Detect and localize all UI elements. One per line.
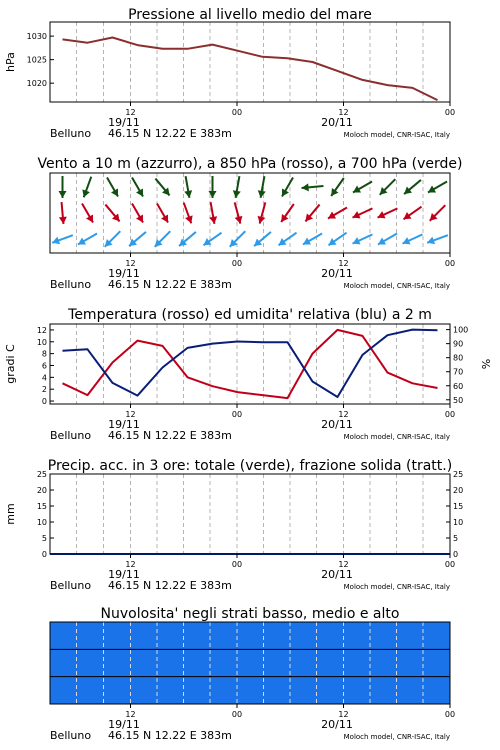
y2-tick-label: 80 [453, 353, 464, 363]
cloud-cell [350, 649, 376, 676]
y2-tick-label: 50 [453, 395, 464, 405]
wind-arrow [209, 202, 217, 224]
cloud-cell [125, 649, 151, 676]
cloud-cell [225, 677, 251, 704]
y2-tick-label: 25 [453, 470, 464, 479]
x-tick-label: 12 [338, 108, 349, 117]
x-tick-label: 12 [125, 410, 136, 419]
x-tick-label: 00 [444, 710, 456, 719]
credit-label: Moloch model, CNR-ISAC, Italy [343, 733, 450, 741]
location-label: Belluno [50, 127, 92, 140]
y-tick-label: 25 [36, 470, 47, 479]
wind-arrow-head [258, 216, 266, 224]
cloud-cell [175, 649, 201, 676]
date-label: 20/11 [321, 267, 353, 280]
wind-arrow [427, 235, 448, 244]
cloud-cell [275, 677, 301, 704]
x-tick-label: 12 [125, 710, 136, 719]
y-tick-label: 1020 [26, 79, 47, 89]
wind-arrow [353, 234, 373, 244]
cloud-cell [250, 622, 276, 649]
y-tick-label: 12 [36, 325, 47, 335]
cloud-cell [300, 677, 326, 704]
wind-arrow [403, 234, 423, 244]
wind-arrow-head [302, 183, 309, 191]
y-tick-label: 6 [41, 361, 47, 371]
cloud-cell [350, 677, 376, 704]
date-label: 20/11 [321, 116, 353, 129]
cloud-cell [200, 622, 226, 649]
x-tick-label: 12 [338, 259, 349, 268]
cloud-cell [150, 649, 176, 676]
x-tick-label: 00 [231, 259, 243, 268]
wind-arrow [107, 177, 118, 196]
cloud-cell [400, 622, 426, 649]
y2-tick-label: 0 [453, 550, 459, 559]
cloud-cell [425, 677, 451, 704]
cloud-cell [125, 622, 151, 649]
x-tick-label: 00 [231, 710, 243, 719]
x-tick-label: 00 [444, 560, 456, 569]
wind-arrow [132, 203, 143, 222]
wind-arrow [155, 179, 169, 196]
wind-arrow [184, 203, 193, 224]
cloud-cell [225, 622, 251, 649]
cloud-cell [175, 677, 201, 704]
coords-label: 46.15 N 12.22 E 383m [108, 579, 232, 592]
y2-tick-label: 5 [453, 534, 459, 543]
cloud-cell [225, 649, 251, 676]
wind-arrow [353, 182, 372, 193]
wind-arrow [281, 204, 294, 222]
cloud-cell [50, 677, 76, 704]
y2-tick-label: 90 [453, 339, 464, 349]
date-label: 20/11 [321, 568, 353, 581]
wind-arrow [428, 182, 447, 193]
chart-title: Precip. acc. in 3 ore: totale (verde), frazione solida (tratt.) [47, 458, 453, 474]
location-label: Belluno [50, 579, 92, 592]
cloud-cell [425, 649, 451, 676]
cloud-cell [325, 677, 351, 704]
x-tick-label: 00 [444, 108, 456, 117]
plot-frame-0 [50, 22, 450, 102]
y-tick-label: 4 [41, 373, 47, 383]
wind-arrow [331, 178, 344, 196]
wind-arrow [157, 203, 168, 222]
wind-arrow [179, 232, 196, 246]
wind-arrow [184, 176, 192, 198]
cloud-cell [400, 677, 426, 704]
location-label: Belluno [50, 278, 92, 291]
wind-arrow-head [59, 191, 67, 198]
date-label: 20/11 [321, 718, 353, 731]
x-tick-label: 00 [444, 410, 456, 419]
y-tick-label: 10 [36, 518, 47, 527]
y2-tick-label: 70 [453, 367, 464, 377]
chart-title: Temperatura (rosso) ed umidita' relativa (blu) a 2 m [68, 307, 432, 323]
cloud-cell [50, 622, 76, 649]
location-label: Belluno [50, 429, 92, 442]
wind-arrow [305, 205, 319, 222]
cloud-cell [325, 622, 351, 649]
wind-arrow [302, 183, 324, 191]
wind-arrow [82, 177, 91, 198]
cloud-cell [350, 622, 376, 649]
y-tick-label: 10 [36, 337, 47, 347]
y-tick-label: 1025 [26, 55, 47, 65]
y-axis-label: mm [4, 503, 17, 525]
wind-arrow [378, 208, 398, 218]
coords-label: 46.15 N 12.22 E 383m [108, 729, 232, 742]
cloud-cell [250, 677, 276, 704]
wind-arrow [303, 234, 322, 245]
y-axis-label: hPa [4, 52, 17, 72]
date-label: 19/11 [108, 418, 140, 431]
y2-axis-label: % [480, 358, 493, 370]
cloud-cell [325, 649, 351, 676]
cloud-cell [50, 649, 76, 676]
wind-arrow [282, 177, 293, 196]
date-label: 20/11 [321, 418, 353, 431]
date-label: 19/11 [108, 267, 140, 280]
y2-tick-label: 10 [453, 518, 464, 527]
plot-frame-3 [50, 474, 450, 554]
pressure-line [63, 38, 438, 101]
wind-arrow [233, 176, 241, 198]
x-tick-label: 12 [338, 710, 349, 719]
wind-arrow [235, 202, 243, 223]
cloud-cell [175, 622, 201, 649]
coords-label: 46.15 N 12.22 E 383m [108, 429, 232, 442]
wind-arrow [105, 205, 119, 222]
cloud-cell [300, 649, 326, 676]
coords-label: 46.15 N 12.22 E 383m [108, 127, 232, 140]
cloud-cell [425, 622, 451, 649]
y-tick-label: 5 [41, 534, 47, 543]
y-tick-label: 0 [41, 550, 47, 559]
cloud-cell [275, 622, 301, 649]
location-label: Belluno [50, 729, 92, 742]
wind-arrow [132, 177, 143, 196]
wind-arrow [52, 235, 73, 244]
wind-arrow [258, 202, 266, 223]
chart-title: Vento a 10 m (azzurro), a 850 hPa (rosso), a 700 hPa (verde) [37, 156, 463, 172]
cloud-cell [300, 622, 326, 649]
x-tick-label: 12 [125, 108, 136, 117]
y-tick-label: 20 [36, 486, 47, 495]
x-tick-label: 12 [338, 560, 349, 569]
cloud-cell [150, 677, 176, 704]
y2-tick-label: 20 [453, 486, 464, 495]
cloud-cell [150, 622, 176, 649]
y-tick-label: 0 [41, 397, 47, 407]
wind-arrow [254, 232, 271, 246]
date-label: 19/11 [108, 116, 140, 129]
wind-arrow [278, 233, 296, 246]
x-tick-label: 12 [125, 560, 136, 569]
date-label: 19/11 [108, 568, 140, 581]
credit-label: Moloch model, CNR-ISAC, Italy [343, 282, 450, 290]
cloud-cell [400, 649, 426, 676]
x-tick-label: 12 [338, 410, 349, 419]
coords-label: 46.15 N 12.22 E 383m [108, 278, 232, 291]
cloud-cell [250, 649, 276, 676]
y-tick-label: 8 [41, 349, 47, 359]
chart-title: Pressione al livello medio del mare [128, 7, 372, 23]
y-axis-label: gradi C [4, 344, 17, 384]
wind-arrow-head [59, 217, 67, 224]
wind-arrow [203, 233, 221, 246]
wind-arrow [430, 205, 446, 221]
credit-label: Moloch model, CNR-ISAC, Italy [343, 131, 450, 139]
plot-frame-2 [50, 324, 450, 404]
wind-arrow [328, 208, 347, 219]
y-tick-label: 15 [36, 502, 47, 511]
credit-label: Moloch model, CNR-ISAC, Italy [343, 433, 450, 441]
wind-arrow [105, 231, 121, 247]
cloud-cell [200, 649, 226, 676]
cloud-cell [75, 622, 101, 649]
credit-label: Moloch model, CNR-ISAC, Italy [343, 583, 450, 591]
x-tick-label: 00 [231, 108, 243, 117]
wind-arrow [129, 232, 146, 246]
wind-arrow [82, 203, 93, 222]
wind-arrow [378, 234, 397, 245]
y2-tick-label: 100 [453, 325, 469, 335]
wind-arrow [78, 234, 97, 245]
x-tick-label: 12 [125, 259, 136, 268]
cloud-cell [75, 677, 101, 704]
wind-arrow [404, 180, 421, 194]
x-tick-label: 00 [231, 410, 243, 419]
date-label: 19/11 [108, 718, 140, 731]
x-tick-label: 00 [231, 560, 243, 569]
y-tick-label: 1030 [26, 32, 47, 42]
wind-arrow [59, 176, 67, 198]
y2-tick-label: 15 [453, 502, 464, 511]
y-tick-label: 2 [41, 385, 47, 395]
wind-arrow [258, 176, 266, 198]
cloud-cell [200, 677, 226, 704]
chart-title: Nuvolosita' negli strati basso, medio e alto [100, 606, 400, 622]
wind-arrow [353, 208, 373, 218]
x-tick-label: 00 [444, 259, 456, 268]
wind-arrow [380, 179, 396, 195]
cloud-cell [125, 677, 151, 704]
cloud-cell [75, 649, 101, 676]
cloud-cell [275, 649, 301, 676]
y2-tick-label: 60 [453, 381, 464, 391]
wind-arrow-head [235, 216, 243, 224]
wind-arrow [403, 207, 421, 220]
wind-arrow [59, 202, 67, 224]
